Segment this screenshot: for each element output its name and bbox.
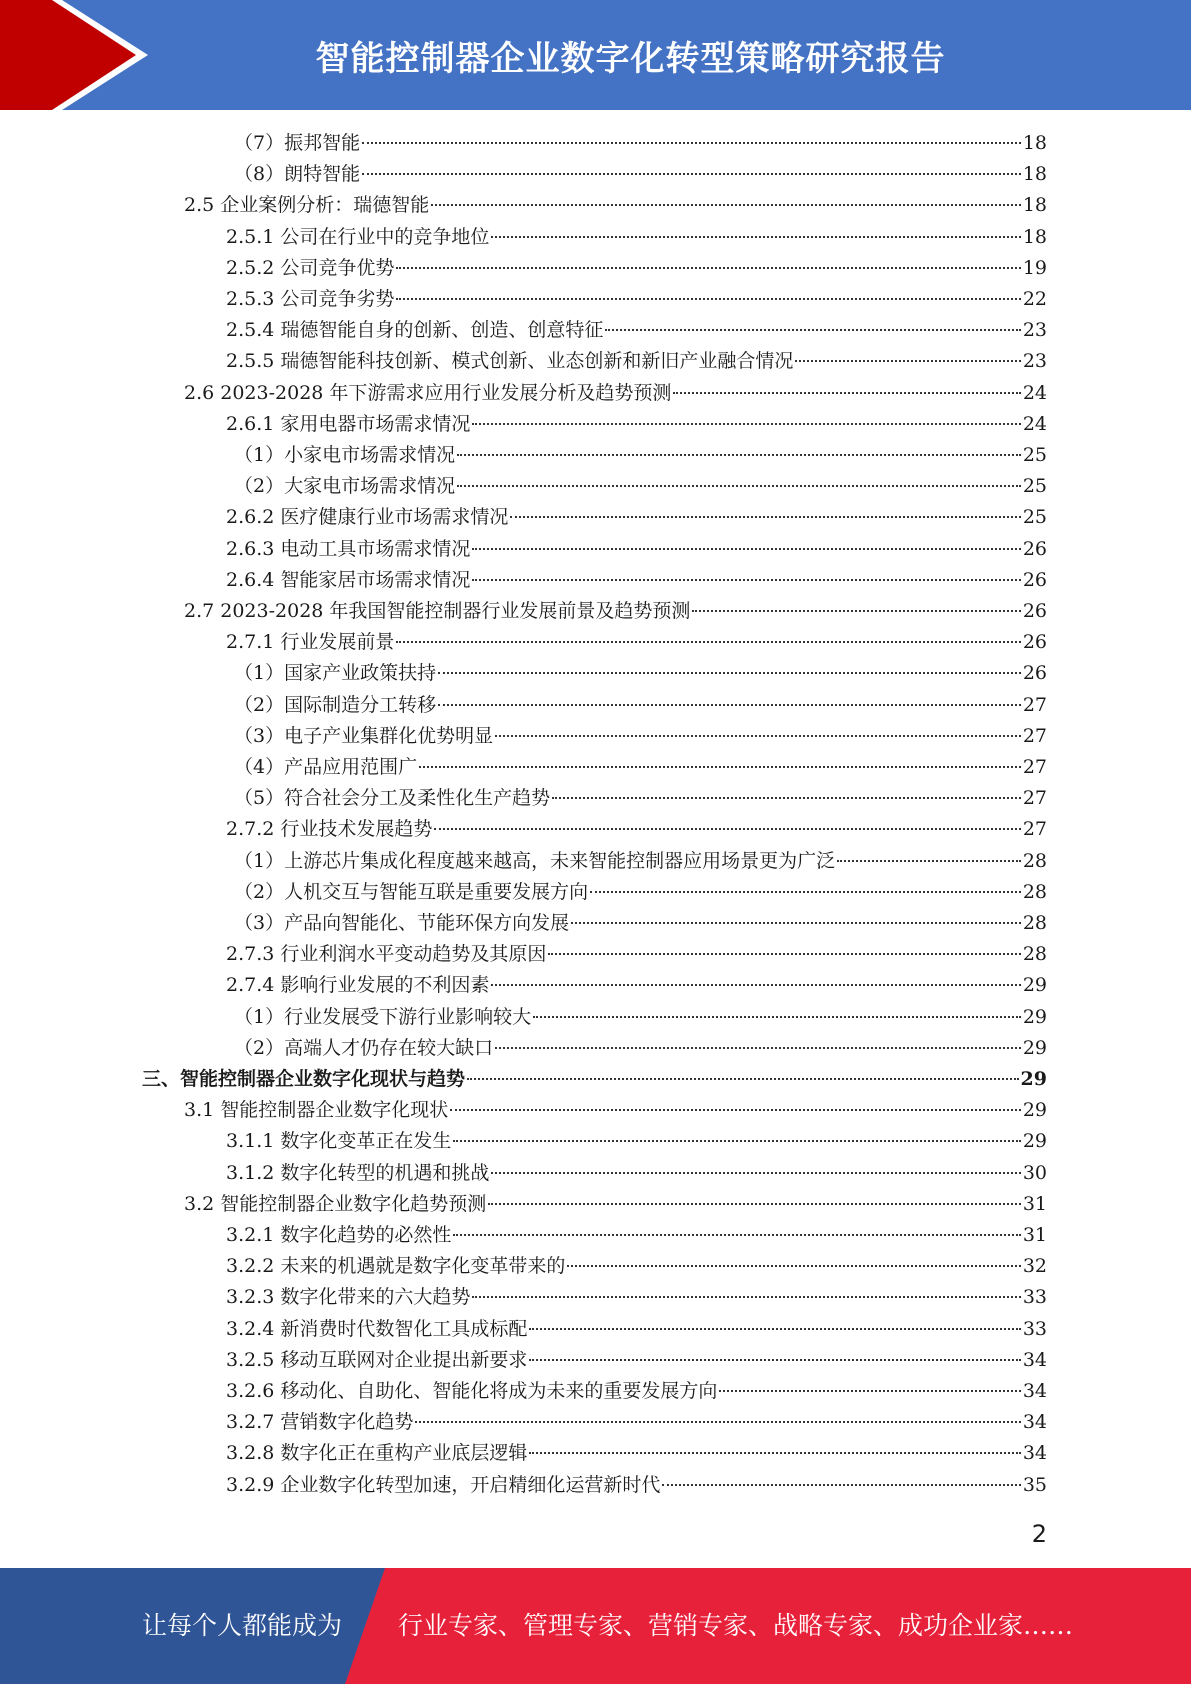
toc-entry[interactable] [226,1251,1047,1282]
toc-entry-page: 29 [1022,1036,1047,1059]
toc-entry[interactable] [226,1220,1047,1251]
toc-entry-title: 2.7.3 行业利润水平变动趋势及其原因 [226,943,547,966]
toc-entry-page: 27 [1022,693,1047,716]
toc-leader-dots [434,828,1020,830]
toc-leader-dots [419,766,1021,768]
toc-entry-page: 27 [1022,724,1047,747]
toc-leader-dots [491,984,1020,986]
toc-entry-page: 27 [1022,818,1047,841]
toc-entry-title: （5）符合社会分工及柔性化生产趋势 [234,787,551,810]
page-header [0,0,1191,110]
toc-entry-title: 3.2.3 数字化带来的六大趋势 [226,1286,471,1309]
toc-leader-dots [453,1140,1020,1142]
toc-entry-title: 2.6.4 智能家居市场需求情况 [226,568,471,591]
toc-entry-title: 2.7.1 行业发展前景 [226,631,395,654]
toc-leader-dots [495,1047,1021,1049]
toc-leader-dots [673,392,1020,394]
toc-entry-title: 2.6.3 电动工具市场需求情况 [226,537,471,560]
toc-entry-title: （1）上游芯片集成化程度越来越高，未来智能控制器应用场景更为广泛 [234,849,836,872]
toc-entry[interactable] [226,1345,1047,1376]
toc-leader-dots [491,236,1020,238]
toc-entry[interactable] [234,846,1047,877]
toc-entry-page: 23 [1022,319,1047,342]
toc-entry[interactable] [226,1126,1047,1157]
toc-entry[interactable] [226,253,1047,284]
toc-leader-dots [590,891,1021,893]
toc-entry-title: 2.5 企业案例分析：瑞德智能 [184,194,430,217]
toc-entry-title: 三、智能控制器企业数字化现状与趋势 [142,1068,466,1090]
toc-entry-page: 29 [1022,1130,1047,1153]
toc-entry[interactable] [234,752,1047,783]
toc-entry-page: 23 [1022,350,1047,373]
toc-leader-dots [571,922,1021,924]
toc-leader-dots [472,1296,1020,1298]
toc-entry-title: 2.7 2023-2028 年我国智能控制器行业发展前景及趋势预测 [184,600,691,622]
toc-entry-title: （8）朗特智能 [234,163,361,186]
toc-entry-page: 28 [1022,912,1047,934]
toc-leader-dots [529,1328,1020,1330]
toc-entry[interactable] [234,1033,1047,1064]
toc-leader-dots [467,1078,1019,1080]
toc-entry-page: 26 [1022,662,1047,685]
toc-entry-page: 19 [1022,256,1047,279]
toc-entry[interactable] [226,1314,1047,1345]
toc-entry-title: 3.2.2 未来的机遇就是数字化变革带来的 [226,1255,566,1278]
toc-entry-title: 3.1.2 数字化转型的机遇和挑战 [226,1161,490,1184]
toc-entry-title: （2）高端人才仍存在较大缺口 [234,1036,494,1059]
toc-entry-title: 2.6.2 医疗健康行业市场需求情况 [226,506,509,529]
toc-entry-page: 25 [1022,444,1047,466]
toc-leader-dots [457,454,1021,456]
toc-entry-title: （3）电子产业集群化优势明显 [234,724,494,747]
toc-entry[interactable] [234,877,1047,908]
toc-entry-title: 3.2.7 营销数字化趋势 [226,1411,414,1434]
toc-entry-title: 3.1.1 数字化变革正在发生 [226,1130,452,1153]
toc-entry-page: 34 [1022,1348,1047,1371]
page-number: 2 [1031,1520,1047,1548]
toc-leader-dots [472,423,1020,425]
footer-slogan-right: 行业专家、管理专家、营销专家、战略专家、成功企业家…… [398,1611,1074,1640]
toc-entry-page: 26 [1022,537,1047,560]
toc-entry-page: 31 [1022,1192,1047,1215]
toc-leader-dots [491,1172,1020,1174]
toc-entry-page: 29 [1022,1005,1047,1028]
toc-entry-page: 18 [1022,225,1047,248]
toc-entry-page: 28 [1022,849,1047,872]
toc-entry-title: （7）振邦智能 [234,132,361,154]
toc-entry-page: 27 [1022,756,1047,778]
toc-entry-title: 2.5.5 瑞德智能科技创新、模式创新、业态创新和新旧产业融合情况 [226,350,794,373]
toc-leader-dots [510,516,1020,518]
toc-entry-page: 18 [1022,194,1047,217]
toc-entry-title: （2）人机交互与智能互联是重要发展方向 [234,880,589,903]
toc-entry-title: （1）行业发展受下游行业影响较大 [234,1005,532,1028]
toc-entry-title: （1）国家产业政策扶持 [234,662,437,685]
toc-entry[interactable] [226,1158,1047,1189]
toc-entry-page: 30 [1022,1161,1047,1184]
toc-entry-page: 28 [1022,880,1047,903]
toc-entry[interactable] [226,346,1047,377]
toc-entry-title: 2.5.1 公司在行业中的竞争地位 [226,225,490,248]
header-arrow-icon [0,0,160,110]
toc-leader-dots [488,1203,1021,1205]
toc-entry-page: 33 [1022,1317,1047,1340]
toc-entry-page: 28 [1022,943,1047,966]
toc-entry[interactable] [184,1095,1047,1126]
toc-leader-dots [362,142,1021,144]
toc-leader-dots [719,1390,1020,1392]
toc-leader-dots [567,1265,1020,1267]
page-footer [0,1568,1191,1684]
toc-entry-page: 26 [1022,631,1047,654]
toc-entry[interactable] [226,814,1047,845]
toc-entry-page: 18 [1022,163,1047,186]
toc-leader-dots [450,1109,1021,1111]
toc-entry[interactable] [226,1282,1047,1313]
toc-leader-dots [362,173,1021,175]
toc-entry[interactable] [226,939,1047,970]
toc-leader-dots [396,298,1020,300]
toc-leader-dots [605,329,1020,331]
toc-entry[interactable] [226,970,1047,1001]
toc-entry[interactable] [226,534,1047,565]
toc-entry-title: 3.2.8 数字化正在重构产业底层逻辑 [226,1442,528,1465]
toc-entry[interactable] [226,315,1047,346]
toc-entry[interactable] [226,222,1047,253]
toc-entry-title: 3.2.1 数字化趋势的必然性 [226,1224,452,1246]
toc-entry-title: 2.7.2 行业技术发展趋势 [226,818,433,841]
toc-leader-dots [552,797,1021,799]
toc-entry-page: 18 [1022,132,1047,154]
toc-entry-title: 3.2.5 移动互联网对企业提出新要求 [226,1348,528,1371]
toc-entry-page: 34 [1022,1411,1047,1434]
toc-entry-page: 35 [1022,1473,1047,1496]
toc-leader-dots [472,579,1020,581]
toc-entry-title: 3.1 智能控制器企业数字化现状 [184,1099,449,1122]
toc-leader-dots [438,704,1021,706]
toc-entry[interactable] [234,159,1047,190]
toc-entry-title: （4）产品应用范围广 [234,756,418,778]
toc-entry-title: 2.7.4 影响行业发展的不利因素 [226,974,490,997]
toc-entry-page: 24 [1022,381,1047,404]
toc-entry-page: 31 [1022,1224,1047,1246]
toc-leader-dots [529,1452,1020,1454]
toc-entry[interactable] [184,378,1047,409]
toc-leader-dots [495,735,1021,737]
toc-leader-dots [431,204,1021,206]
toc-entry-page: 34 [1022,1380,1047,1402]
toc-leader-dots [396,641,1020,643]
toc-entry[interactable] [234,721,1047,752]
toc-entry-page: 26 [1022,568,1047,591]
toc-entry[interactable] [226,284,1047,315]
toc-entry[interactable] [234,690,1047,721]
toc-entry[interactable] [234,658,1047,689]
toc-entry[interactable] [184,190,1047,221]
toc-entry[interactable] [226,627,1047,658]
toc-entry-title: 3.2 智能控制器企业数字化趋势预测 [184,1192,487,1215]
toc-entry[interactable] [226,502,1047,533]
toc-entry-page: 26 [1022,600,1047,622]
toc-entry[interactable] [226,409,1047,440]
toc-entry-page: 24 [1022,412,1047,435]
toc-leader-dots [415,1421,1020,1423]
toc-entry-page: 29 [1022,974,1047,997]
toc-entry-page: 34 [1022,1442,1047,1465]
toc-entry-title: 2.6 2023-2028 年下游需求应用行业发展分析及趋势预测 [184,381,672,404]
toc-entry-title: 3.2.6 移动化、自助化、智能化将成为未来的重要发展方向 [226,1380,718,1402]
toc-entry-page: 22 [1022,288,1047,310]
toc-entry[interactable] [234,783,1047,814]
toc-entry-title: （3）产品向智能化、节能环保方向发展 [234,912,570,934]
toc-entry-title: 3.2.4 新消费时代数智化工具成标配 [226,1317,528,1340]
toc-leader-dots [472,548,1020,550]
toc-entry-page: 29 [1020,1068,1047,1090]
toc-entry-title: （2）国际制造分工转移 [234,693,437,716]
toc-entry-title: 3.2.9 企业数字化转型加速，开启精细化运营新时代 [226,1473,661,1496]
toc-leader-dots [529,1359,1020,1361]
toc-leader-dots [533,1016,1021,1018]
toc-leader-dots [692,610,1020,612]
toc-entry-page: 27 [1022,787,1047,810]
toc-leader-dots [457,485,1021,487]
toc-entry[interactable] [234,128,1047,159]
toc-entry-page: 29 [1022,1099,1047,1122]
toc-entry-page: 25 [1022,506,1047,529]
toc-leader-dots [795,360,1020,362]
toc-entry-page: 32 [1022,1255,1047,1278]
toc-entry[interactable] [142,1064,1047,1095]
toc-entry[interactable] [184,596,1047,627]
toc-entry-title: 2.5.2 公司竞争优势 [226,256,395,279]
toc-entry[interactable] [234,440,1047,471]
toc-leader-dots [396,267,1020,269]
toc-leader-dots [453,1234,1020,1236]
report-title: 智能控制器企业数字化转型策略研究报告 [315,38,946,79]
toc-leader-dots [662,1484,1020,1486]
toc-entry[interactable] [226,1470,1047,1501]
toc-entry-title: 2.6.1 家用电器市场需求情况 [226,412,471,435]
toc-entry-title: （1）小家电市场需求情况 [234,444,456,466]
toc-entry[interactable] [226,565,1047,596]
footer-slogan-left: 让每个人都能成为 [142,1611,343,1640]
toc-entry-page: 33 [1022,1286,1047,1309]
toc-entry[interactable] [184,1189,1047,1220]
toc-leader-dots [837,860,1021,862]
toc-entry[interactable] [234,1002,1047,1033]
toc-leader-dots [438,672,1021,674]
toc-leader-dots [548,953,1020,955]
toc-entry[interactable] [234,471,1047,502]
toc-entry-title: 2.5.4 瑞德智能自身的创新、创造、创意特征 [226,319,604,342]
toc-entry-title: 2.5.3 公司竞争劣势 [226,288,395,310]
toc-entry[interactable] [234,908,1047,939]
toc-entry[interactable] [226,1376,1047,1407]
toc-entry-title: （2）大家电市场需求情况 [234,475,456,498]
toc-entry[interactable] [226,1438,1047,1469]
toc-entry[interactable] [226,1407,1047,1438]
toc-entry-page: 25 [1022,475,1047,498]
